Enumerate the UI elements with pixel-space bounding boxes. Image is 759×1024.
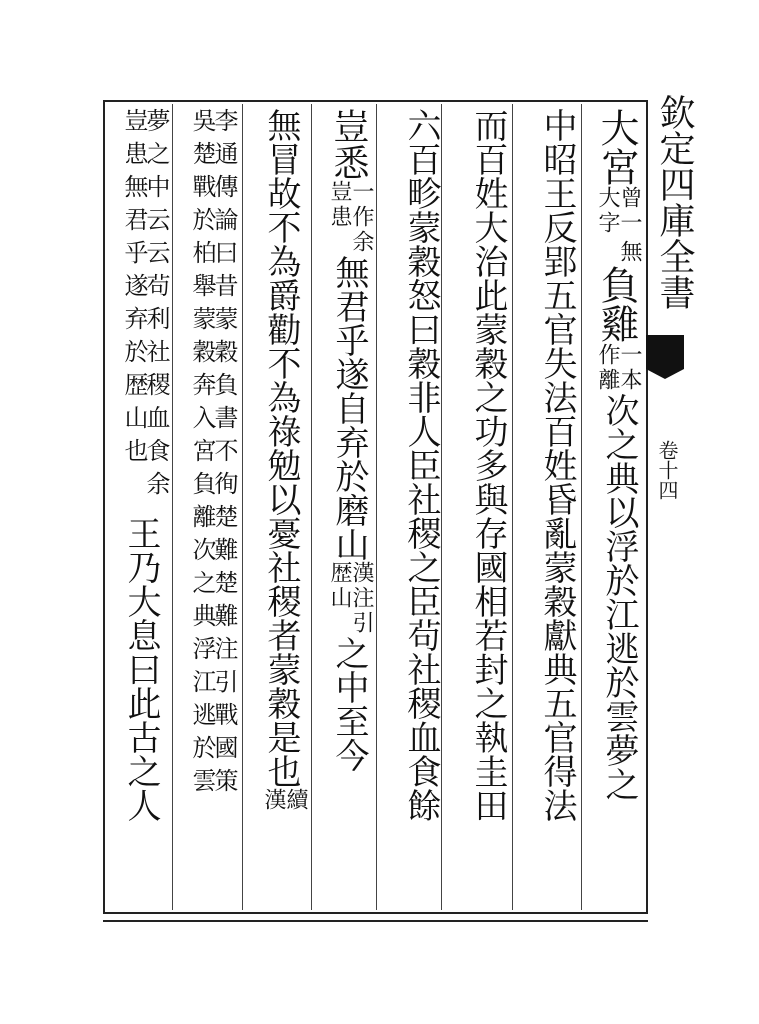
column-rule xyxy=(242,104,243,910)
column-rule xyxy=(441,104,442,910)
volume-label: 卷十四 xyxy=(655,440,679,500)
annotation-left: 豈患無君乎遂弃於歴山也 xyxy=(120,108,148,471)
annotation-right: 曾一 xyxy=(617,186,642,236)
text-column-8 xyxy=(112,108,168,822)
annotation-right: 續 xyxy=(283,788,308,813)
main-text: 豈悉 xyxy=(328,108,369,180)
annotation-left: 吳楚戰於柏舉蒙穀奔入宮負離次之典浮江逃於雲 xyxy=(188,108,216,801)
book-title: 欽定四庫全書 xyxy=(654,94,695,310)
annotation-left: 大字 xyxy=(595,186,620,236)
text-column-7 xyxy=(180,108,236,801)
annotation-right: 漢注引 xyxy=(349,561,374,636)
fishtail-mark xyxy=(646,335,684,369)
main-text: 負雞 xyxy=(594,265,639,343)
annotation-left: 豈患 xyxy=(327,180,352,230)
annotation xyxy=(252,788,306,813)
column-rule xyxy=(376,104,377,910)
annotation-right: 一作余 xyxy=(349,180,374,255)
annotation-left: 作離 xyxy=(595,343,620,393)
annotation xyxy=(320,561,372,636)
main-text: 王乃大息曰此古之人 xyxy=(121,516,161,822)
annotation-left: 歴山 xyxy=(327,561,352,611)
annotation xyxy=(320,180,372,255)
annotation xyxy=(590,186,640,236)
text-column-4: 六百畛蒙穀怒曰穀非人臣社稷之臣茍社稷血食餘 xyxy=(401,108,441,822)
bottom-rule xyxy=(103,920,648,922)
annotation-right: 無 xyxy=(617,240,642,265)
text-column-1 xyxy=(590,108,640,801)
main-text: 大宮 xyxy=(594,108,639,186)
annotation xyxy=(590,343,640,393)
column-rule xyxy=(581,104,582,910)
main-text: 無君乎遂自弃於磨山 xyxy=(329,255,369,561)
column-rule xyxy=(172,104,173,910)
annotation-right: 夢之中云云茍利社稷血食余 xyxy=(142,108,170,504)
annotation-right: 李通傳論曰昔蒙穀負書不徇楚難楚難注引戰國策 xyxy=(210,108,238,801)
annotation xyxy=(112,108,168,504)
main-text: 次之典以浮於江逃於雲夢之 xyxy=(599,393,639,801)
text-column-5 xyxy=(320,108,372,772)
annotation-left xyxy=(596,240,618,265)
text-column-3: 而百姓大治此蒙穀之功多與存國相若封之執圭田 xyxy=(468,108,508,822)
main-text: 無冒故不為爵勸不為祿勉以憂社稷者蒙穀是也 xyxy=(261,108,301,788)
text-column-6 xyxy=(252,108,306,813)
annotation-left: 漢 xyxy=(261,788,286,813)
column-rule xyxy=(311,104,312,910)
column-rule xyxy=(512,104,513,910)
text-column-2: 中昭王反郢五官失法百姓昏亂蒙穀獻典五官得法 xyxy=(537,108,577,822)
main-text: 之中至今 xyxy=(329,636,369,772)
annotation-right: 一本 xyxy=(617,343,642,393)
annotation xyxy=(590,240,640,265)
